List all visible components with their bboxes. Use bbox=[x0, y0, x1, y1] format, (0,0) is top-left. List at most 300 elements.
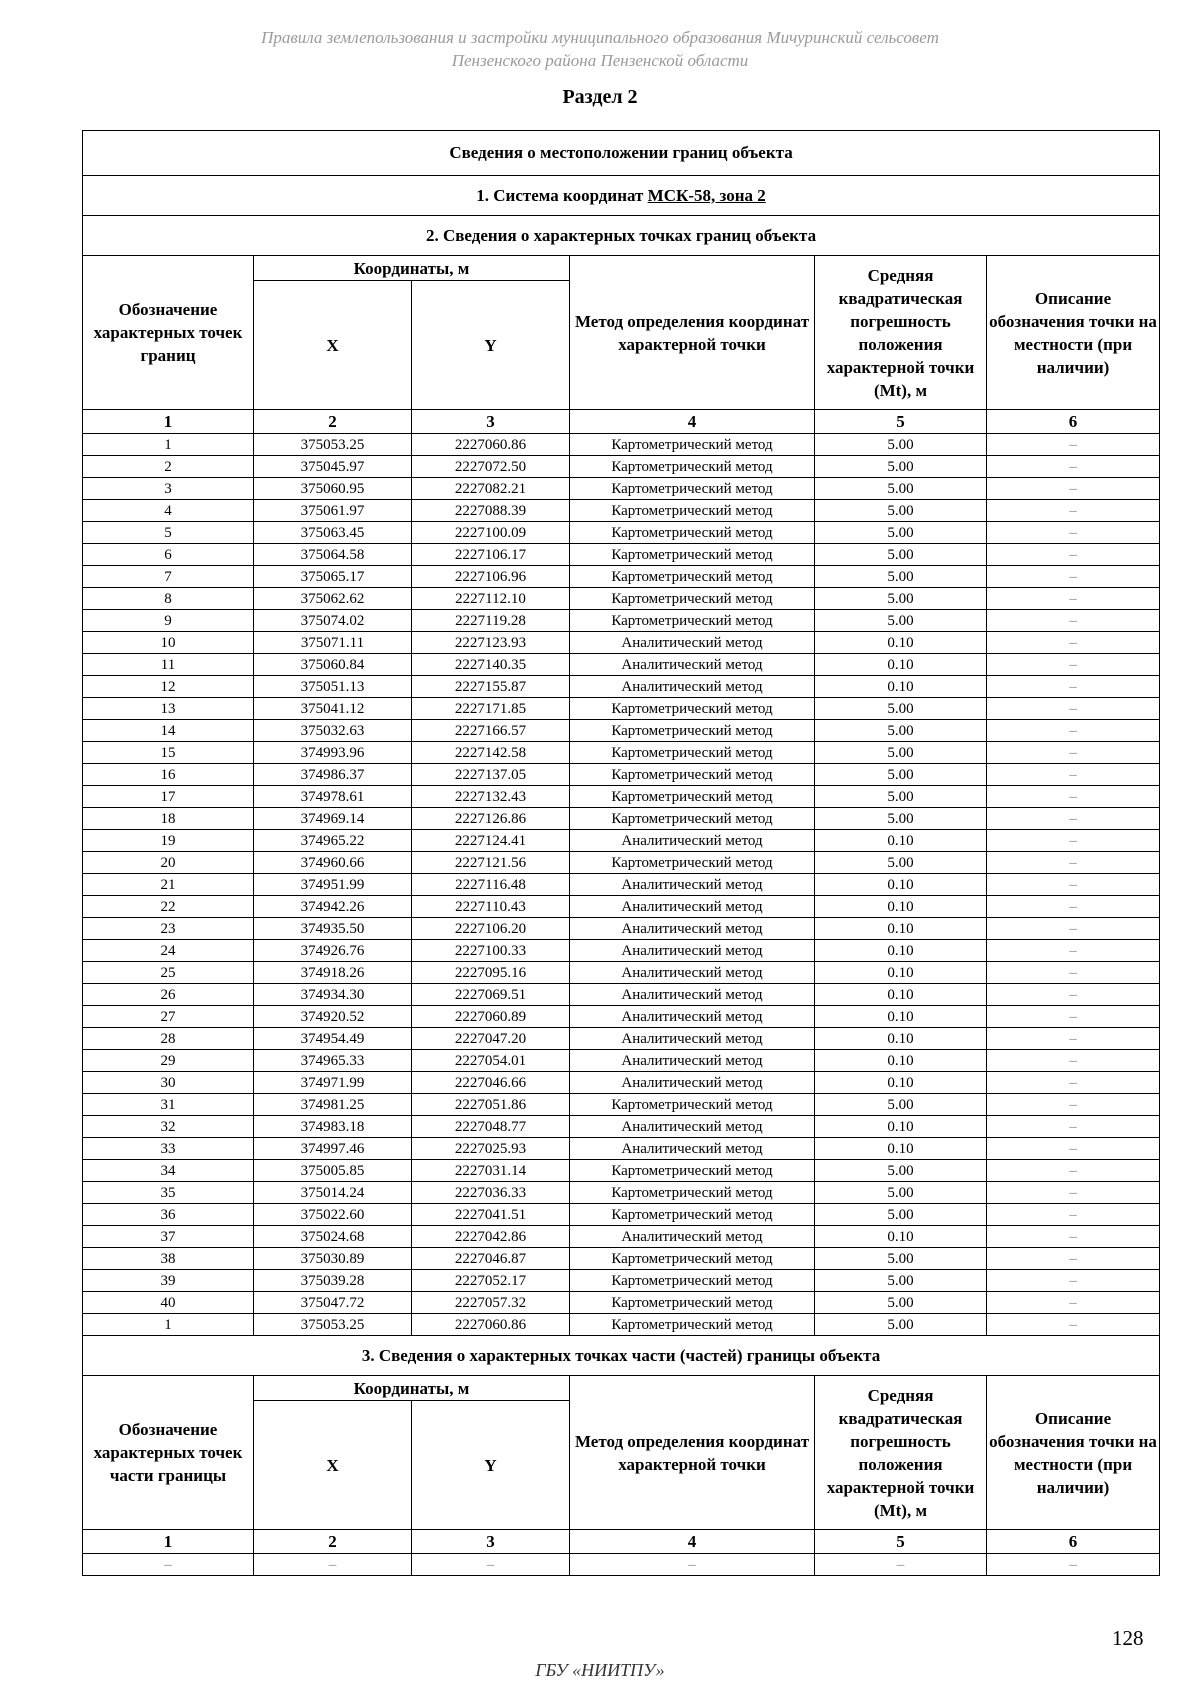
error-cell: 5.00 bbox=[815, 1314, 987, 1336]
parts-col-header-y: Y bbox=[412, 1401, 570, 1530]
x-coordinate-cell: 375014.24 bbox=[254, 1182, 412, 1204]
column-number: 3 bbox=[412, 410, 570, 434]
point-id-cell: 10 bbox=[83, 632, 254, 654]
table-row bbox=[83, 1160, 1160, 1182]
error-cell: 5.00 bbox=[815, 786, 987, 808]
error-cell: 0.10 bbox=[815, 1226, 987, 1248]
y-coordinate-cell: 2227072.50 bbox=[412, 456, 570, 478]
method-cell: Аналитический метод bbox=[570, 1006, 815, 1028]
x-coordinate-cell: 374918.26 bbox=[254, 962, 412, 984]
method-cell: Картометрический метод bbox=[570, 720, 815, 742]
error-cell: 5.00 bbox=[815, 1292, 987, 1314]
column-number: 1 bbox=[83, 1530, 254, 1554]
point-id-cell: 9 bbox=[83, 610, 254, 632]
column-number: 2 bbox=[254, 410, 412, 434]
x-coordinate-cell: 374926.76 bbox=[254, 940, 412, 962]
x-coordinate-cell: 375062.62 bbox=[254, 588, 412, 610]
error-cell: 0.10 bbox=[815, 962, 987, 984]
x-coordinate-cell: 374954.49 bbox=[254, 1028, 412, 1050]
method-cell: Аналитический метод bbox=[570, 1028, 815, 1050]
error-cell: 5.00 bbox=[815, 1248, 987, 1270]
y-coordinate-cell: 2227025.93 bbox=[412, 1138, 570, 1160]
running-header-line-2: Пензенского района Пензенской области bbox=[451, 51, 749, 70]
table-row bbox=[83, 742, 1160, 764]
y-coordinate-cell: 2227140.35 bbox=[412, 654, 570, 676]
description-cell: – bbox=[987, 786, 1160, 808]
method-cell: Аналитический метод bbox=[570, 984, 815, 1006]
description-cell: – bbox=[987, 1182, 1160, 1204]
table-row bbox=[83, 610, 1160, 632]
col-header-coords: Координаты, м bbox=[254, 256, 570, 281]
error-cell: 0.10 bbox=[815, 830, 987, 852]
table-row bbox=[83, 456, 1160, 478]
error-cell: 0.10 bbox=[815, 874, 987, 896]
point-id-cell: 1 bbox=[83, 434, 254, 456]
point-id-cell: 40 bbox=[83, 1292, 254, 1314]
description-cell: – bbox=[987, 940, 1160, 962]
error-cell: 5.00 bbox=[815, 808, 987, 830]
x-coordinate-cell: 374920.52 bbox=[254, 1006, 412, 1028]
x-coordinate-cell: 374969.14 bbox=[254, 808, 412, 830]
section-title: Раздел 2 bbox=[562, 86, 638, 108]
table-row bbox=[83, 874, 1160, 896]
error-cell: 5.00 bbox=[815, 456, 987, 478]
method-cell: Картометрический метод bbox=[570, 1292, 815, 1314]
table-row bbox=[83, 566, 1160, 588]
point-id-cell: 2 bbox=[83, 456, 254, 478]
point-id-cell: 1 bbox=[83, 1314, 254, 1336]
method-cell: Картометрический метод bbox=[570, 698, 815, 720]
parts-table-row bbox=[83, 1554, 1160, 1576]
col-header-x: X bbox=[254, 281, 412, 410]
error-cell: 0.10 bbox=[815, 896, 987, 918]
error-cell: 5.00 bbox=[815, 434, 987, 456]
error-cell: 5.00 bbox=[815, 588, 987, 610]
description-cell: – bbox=[987, 742, 1160, 764]
error-cell: 0.10 bbox=[815, 1028, 987, 1050]
x-coordinate-cell: 375030.89 bbox=[254, 1248, 412, 1270]
x-coordinate-cell: 374983.18 bbox=[254, 1116, 412, 1138]
error-cell: 0.10 bbox=[815, 632, 987, 654]
error-cell: 5.00 bbox=[815, 720, 987, 742]
method-cell: Аналитический метод bbox=[570, 874, 815, 896]
error-cell: 0.10 bbox=[815, 1050, 987, 1072]
point-id-cell: 8 bbox=[83, 588, 254, 610]
point-id-cell: 20 bbox=[83, 852, 254, 874]
description-cell: – bbox=[987, 720, 1160, 742]
parts-col-header-point-id: Обозначение характерных точек части границы bbox=[83, 1376, 254, 1530]
description-cell: – bbox=[987, 852, 1160, 874]
method-cell: Аналитический метод bbox=[570, 940, 815, 962]
y-coordinate-cell: 2227124.41 bbox=[412, 830, 570, 852]
description-cell: – bbox=[987, 632, 1160, 654]
point-id-cell: 31 bbox=[83, 1094, 254, 1116]
x-coordinate-cell: 375074.02 bbox=[254, 610, 412, 632]
description-cell: – bbox=[987, 896, 1160, 918]
error-cell: 5.00 bbox=[815, 610, 987, 632]
coordinate-system-row bbox=[83, 176, 1160, 216]
description-cell: – bbox=[987, 610, 1160, 632]
point-id-cell: 37 bbox=[83, 1226, 254, 1248]
point-id-cell: – bbox=[83, 1554, 254, 1576]
y-coordinate-cell: 2227082.21 bbox=[412, 478, 570, 500]
method-cell: Картометрический метод bbox=[570, 852, 815, 874]
point-id-cell: 14 bbox=[83, 720, 254, 742]
description-cell: – bbox=[987, 588, 1160, 610]
description-cell: – bbox=[987, 698, 1160, 720]
y-coordinate-cell: 2227036.33 bbox=[412, 1182, 570, 1204]
point-id-cell: 17 bbox=[83, 786, 254, 808]
x-coordinate-cell: 375061.97 bbox=[254, 500, 412, 522]
error-cell: 0.10 bbox=[815, 654, 987, 676]
error-cell: 0.10 bbox=[815, 1138, 987, 1160]
point-id-cell: 6 bbox=[83, 544, 254, 566]
error-cell: 5.00 bbox=[815, 478, 987, 500]
y-coordinate-cell: 2227054.01 bbox=[412, 1050, 570, 1072]
point-id-cell: 3 bbox=[83, 478, 254, 500]
description-cell: – bbox=[987, 1028, 1160, 1050]
error-cell: 0.10 bbox=[815, 1072, 987, 1094]
description-cell: – bbox=[987, 830, 1160, 852]
col-header-error: Средняя квадратическая погрешность положения характерной точки (Mt), м bbox=[815, 256, 987, 410]
x-coordinate-cell: 374971.99 bbox=[254, 1072, 412, 1094]
error-cell: 5.00 bbox=[815, 1270, 987, 1292]
point-id-cell: 24 bbox=[83, 940, 254, 962]
x-coordinate-cell: 375039.28 bbox=[254, 1270, 412, 1292]
y-coordinate-cell: 2227100.33 bbox=[412, 940, 570, 962]
point-id-cell: 15 bbox=[83, 742, 254, 764]
x-coordinate-cell: 374978.61 bbox=[254, 786, 412, 808]
x-coordinate-cell: 375053.25 bbox=[254, 1314, 412, 1336]
y-coordinate-cell: 2227048.77 bbox=[412, 1116, 570, 1138]
description-cell: – bbox=[987, 478, 1160, 500]
error-cell: 0.10 bbox=[815, 918, 987, 940]
description-cell: – bbox=[987, 654, 1160, 676]
description-cell: – bbox=[987, 1314, 1160, 1336]
y-coordinate-cell: 2227046.66 bbox=[412, 1072, 570, 1094]
parts-col-header-error: Средняя квадратическая погрешность положения характерной точки (Mt), м bbox=[815, 1376, 987, 1530]
column-number: 4 bbox=[570, 1530, 815, 1554]
error-cell: 5.00 bbox=[815, 764, 987, 786]
x-coordinate-cell: 374942.26 bbox=[254, 896, 412, 918]
y-coordinate-cell: 2227171.85 bbox=[412, 698, 570, 720]
page-number: 128 bbox=[1112, 1626, 1144, 1650]
point-id-cell: 23 bbox=[83, 918, 254, 940]
error-cell: – bbox=[815, 1554, 987, 1576]
x-coordinate-cell: 375065.17 bbox=[254, 566, 412, 588]
description-cell: – bbox=[987, 500, 1160, 522]
error-cell: 0.10 bbox=[815, 984, 987, 1006]
error-cell: 0.10 bbox=[815, 940, 987, 962]
point-id-cell: 27 bbox=[83, 1006, 254, 1028]
table-row bbox=[83, 1006, 1160, 1028]
description-cell: – bbox=[987, 984, 1160, 1006]
point-id-cell: 39 bbox=[83, 1270, 254, 1292]
y-coordinate-cell: 2227106.20 bbox=[412, 918, 570, 940]
table-row bbox=[83, 984, 1160, 1006]
y-coordinate-cell: 2227052.17 bbox=[412, 1270, 570, 1292]
x-coordinate-cell: 374986.37 bbox=[254, 764, 412, 786]
parts-col-header-method: Метод определения координат характерной точки bbox=[570, 1376, 815, 1530]
table-row bbox=[83, 478, 1160, 500]
y-coordinate-cell: 2227060.86 bbox=[412, 434, 570, 456]
method-cell: Картометрический метод bbox=[570, 588, 815, 610]
table-row bbox=[83, 1072, 1160, 1094]
point-id-cell: 22 bbox=[83, 896, 254, 918]
col-header-point-id: Обозначение характерных точек границ bbox=[83, 256, 254, 410]
table-row bbox=[83, 1050, 1160, 1072]
coordinate-system-label: 1. Система координат bbox=[476, 185, 648, 205]
description-cell: – bbox=[987, 1072, 1160, 1094]
y-coordinate-cell: 2227132.43 bbox=[412, 786, 570, 808]
error-cell: 5.00 bbox=[815, 852, 987, 874]
method-cell: Картометрический метод bbox=[570, 566, 815, 588]
error-cell: 0.10 bbox=[815, 676, 987, 698]
point-id-cell: 34 bbox=[83, 1160, 254, 1182]
y-coordinate-cell: 2227166.57 bbox=[412, 720, 570, 742]
description-cell: – bbox=[987, 1160, 1160, 1182]
column-number: 5 bbox=[815, 410, 987, 434]
x-coordinate-cell: – bbox=[254, 1554, 412, 1576]
point-id-cell: 38 bbox=[83, 1248, 254, 1270]
method-cell: Картометрический метод bbox=[570, 786, 815, 808]
method-cell: Картометрический метод bbox=[570, 1248, 815, 1270]
table-row bbox=[83, 698, 1160, 720]
point-id-cell: 26 bbox=[83, 984, 254, 1006]
point-id-cell: 4 bbox=[83, 500, 254, 522]
table-row bbox=[83, 1182, 1160, 1204]
method-cell: Аналитический метод bbox=[570, 632, 815, 654]
y-coordinate-cell: 2227110.43 bbox=[412, 896, 570, 918]
coordinate-system-value: МСК-58, зона 2 bbox=[647, 185, 766, 205]
description-cell: – bbox=[987, 764, 1160, 786]
table-row bbox=[83, 1292, 1160, 1314]
parts-section-title: 3. Сведения о характерных точках части (частей) границы объекта bbox=[83, 1336, 1160, 1376]
description-cell: – bbox=[987, 544, 1160, 566]
point-id-cell: 21 bbox=[83, 874, 254, 896]
column-number: 5 bbox=[815, 1530, 987, 1554]
method-cell: Аналитический метод bbox=[570, 1072, 815, 1094]
table-row bbox=[83, 1248, 1160, 1270]
parts-col-header-description: Описание обозначения точки на местности (при наличии) bbox=[987, 1376, 1160, 1530]
x-coordinate-cell: 374951.99 bbox=[254, 874, 412, 896]
method-cell: Картометрический метод bbox=[570, 1204, 815, 1226]
table-row bbox=[83, 1270, 1160, 1292]
table-row bbox=[83, 676, 1160, 698]
parts-col-header-coords: Координаты, м bbox=[254, 1376, 570, 1401]
parts-col-header-x: X bbox=[254, 1401, 412, 1530]
description-cell: – bbox=[987, 1138, 1160, 1160]
description-cell: – bbox=[987, 1094, 1160, 1116]
method-cell: Картометрический метод bbox=[570, 522, 815, 544]
x-coordinate-cell: 374981.25 bbox=[254, 1094, 412, 1116]
x-coordinate-cell: 375005.85 bbox=[254, 1160, 412, 1182]
y-coordinate-cell: 2227121.56 bbox=[412, 852, 570, 874]
column-number: 4 bbox=[570, 410, 815, 434]
x-coordinate-cell: 375022.60 bbox=[254, 1204, 412, 1226]
footer-organization: ГБУ «НИИТПУ» bbox=[535, 1660, 665, 1680]
method-cell: Картометрический метод bbox=[570, 500, 815, 522]
point-id-cell: 18 bbox=[83, 808, 254, 830]
point-id-cell: 7 bbox=[83, 566, 254, 588]
description-cell: – bbox=[987, 434, 1160, 456]
method-cell: Аналитический метод bbox=[570, 1050, 815, 1072]
y-coordinate-cell: 2227060.86 bbox=[412, 1314, 570, 1336]
table-row bbox=[83, 940, 1160, 962]
error-cell: 0.10 bbox=[815, 1006, 987, 1028]
table-row bbox=[83, 632, 1160, 654]
table-row bbox=[83, 1138, 1160, 1160]
x-coordinate-cell: 375045.97 bbox=[254, 456, 412, 478]
description-cell: – bbox=[987, 962, 1160, 984]
x-coordinate-cell: 375064.58 bbox=[254, 544, 412, 566]
y-coordinate-cell: 2227106.96 bbox=[412, 566, 570, 588]
point-id-cell: 32 bbox=[83, 1116, 254, 1138]
x-coordinate-cell: 375032.63 bbox=[254, 720, 412, 742]
error-cell: 5.00 bbox=[815, 1182, 987, 1204]
error-cell: 5.00 bbox=[815, 544, 987, 566]
point-id-cell: 11 bbox=[83, 654, 254, 676]
method-cell: Аналитический метод bbox=[570, 654, 815, 676]
description-cell: – bbox=[987, 918, 1160, 940]
y-coordinate-cell: 2227112.10 bbox=[412, 588, 570, 610]
description-cell: – bbox=[987, 522, 1160, 544]
y-coordinate-cell: 2227069.51 bbox=[412, 984, 570, 1006]
point-id-cell: 28 bbox=[83, 1028, 254, 1050]
point-id-cell: 19 bbox=[83, 830, 254, 852]
y-coordinate-cell: 2227123.93 bbox=[412, 632, 570, 654]
y-coordinate-cell: 2227155.87 bbox=[412, 676, 570, 698]
y-coordinate-cell: 2227106.17 bbox=[412, 544, 570, 566]
x-coordinate-cell: 375051.13 bbox=[254, 676, 412, 698]
x-coordinate-cell: 374934.30 bbox=[254, 984, 412, 1006]
point-id-cell: 29 bbox=[83, 1050, 254, 1072]
col-header-y: Y bbox=[412, 281, 570, 410]
y-coordinate-cell: 2227095.16 bbox=[412, 962, 570, 984]
running-header-line-1: Правила землепользования и застройки муниципального образования Мичуринский сельсовет bbox=[261, 28, 939, 47]
table-row bbox=[83, 522, 1160, 544]
description-cell: – bbox=[987, 1270, 1160, 1292]
error-cell: 5.00 bbox=[815, 566, 987, 588]
description-cell: – bbox=[987, 1204, 1160, 1226]
table-row bbox=[83, 962, 1160, 984]
x-coordinate-cell: 375063.45 bbox=[254, 522, 412, 544]
method-cell: – bbox=[570, 1554, 815, 1576]
point-id-cell: 25 bbox=[83, 962, 254, 984]
table-row bbox=[83, 1226, 1160, 1248]
table-row bbox=[83, 764, 1160, 786]
column-number: 2 bbox=[254, 1530, 412, 1554]
y-coordinate-cell: 2227060.89 bbox=[412, 1006, 570, 1028]
description-cell: – bbox=[987, 874, 1160, 896]
method-cell: Аналитический метод bbox=[570, 918, 815, 940]
description-cell: – bbox=[987, 1554, 1160, 1576]
method-cell: Картометрический метод bbox=[570, 764, 815, 786]
error-cell: 5.00 bbox=[815, 1160, 987, 1182]
table-row bbox=[83, 1094, 1160, 1116]
description-cell: – bbox=[987, 676, 1160, 698]
method-cell: Картометрический метод bbox=[570, 1160, 815, 1182]
description-cell: – bbox=[987, 1116, 1160, 1138]
point-id-cell: 35 bbox=[83, 1182, 254, 1204]
x-coordinate-cell: 375024.68 bbox=[254, 1226, 412, 1248]
error-cell: 5.00 bbox=[815, 742, 987, 764]
method-cell: Аналитический метод bbox=[570, 962, 815, 984]
method-cell: Картометрический метод bbox=[570, 456, 815, 478]
description-cell: – bbox=[987, 456, 1160, 478]
point-id-cell: 30 bbox=[83, 1072, 254, 1094]
table-row bbox=[83, 918, 1160, 940]
column-number: 6 bbox=[987, 410, 1160, 434]
points-section-title: 2. Сведения о характерных точках границ объекта bbox=[83, 216, 1160, 256]
method-cell: Картометрический метод bbox=[570, 1314, 815, 1336]
y-coordinate-cell: 2227100.09 bbox=[412, 522, 570, 544]
method-cell: Картометрический метод bbox=[570, 610, 815, 632]
point-id-cell: 13 bbox=[83, 698, 254, 720]
x-coordinate-cell: 375071.11 bbox=[254, 632, 412, 654]
description-cell: – bbox=[987, 1248, 1160, 1270]
y-coordinate-cell: 2227042.86 bbox=[412, 1226, 570, 1248]
x-coordinate-cell: 375060.95 bbox=[254, 478, 412, 500]
table-row bbox=[83, 852, 1160, 874]
x-coordinate-cell: 374965.33 bbox=[254, 1050, 412, 1072]
table-title: Сведения о местоположении границ объекта bbox=[83, 131, 1160, 176]
method-cell: Картометрический метод bbox=[570, 1182, 815, 1204]
method-cell: Аналитический метод bbox=[570, 1226, 815, 1248]
method-cell: Картометрический метод bbox=[570, 478, 815, 500]
y-coordinate-cell: 2227088.39 bbox=[412, 500, 570, 522]
y-coordinate-cell: 2227041.51 bbox=[412, 1204, 570, 1226]
y-coordinate-cell: 2227031.14 bbox=[412, 1160, 570, 1182]
point-id-cell: 5 bbox=[83, 522, 254, 544]
table-row bbox=[83, 654, 1160, 676]
table-row bbox=[83, 544, 1160, 566]
table-row bbox=[83, 1314, 1160, 1336]
table-row bbox=[83, 1116, 1160, 1138]
table-row bbox=[83, 720, 1160, 742]
y-coordinate-cell: 2227047.20 bbox=[412, 1028, 570, 1050]
point-id-cell: 16 bbox=[83, 764, 254, 786]
y-coordinate-cell: 2227126.86 bbox=[412, 808, 570, 830]
method-cell: Картометрический метод bbox=[570, 808, 815, 830]
x-coordinate-cell: 374997.46 bbox=[254, 1138, 412, 1160]
y-coordinate-cell: 2227046.87 bbox=[412, 1248, 570, 1270]
description-cell: – bbox=[987, 1006, 1160, 1028]
table-row bbox=[83, 1204, 1160, 1226]
error-cell: 5.00 bbox=[815, 522, 987, 544]
y-coordinate-cell: 2227142.58 bbox=[412, 742, 570, 764]
y-coordinate-cell: – bbox=[412, 1554, 570, 1576]
description-cell: – bbox=[987, 1292, 1160, 1314]
method-cell: Картометрический метод bbox=[570, 434, 815, 456]
x-coordinate-cell: 374965.22 bbox=[254, 830, 412, 852]
table-row bbox=[83, 588, 1160, 610]
table-row bbox=[83, 896, 1160, 918]
y-coordinate-cell: 2227057.32 bbox=[412, 1292, 570, 1314]
method-cell: Аналитический метод bbox=[570, 676, 815, 698]
point-id-cell: 36 bbox=[83, 1204, 254, 1226]
table-row bbox=[83, 830, 1160, 852]
y-coordinate-cell: 2227119.28 bbox=[412, 610, 570, 632]
point-id-cell: 33 bbox=[83, 1138, 254, 1160]
x-coordinate-cell: 374935.50 bbox=[254, 918, 412, 940]
table-row bbox=[83, 808, 1160, 830]
y-coordinate-cell: 2227137.05 bbox=[412, 764, 570, 786]
method-cell: Аналитический метод bbox=[570, 896, 815, 918]
x-coordinate-cell: 374993.96 bbox=[254, 742, 412, 764]
table-row bbox=[83, 434, 1160, 456]
table-row bbox=[83, 500, 1160, 522]
